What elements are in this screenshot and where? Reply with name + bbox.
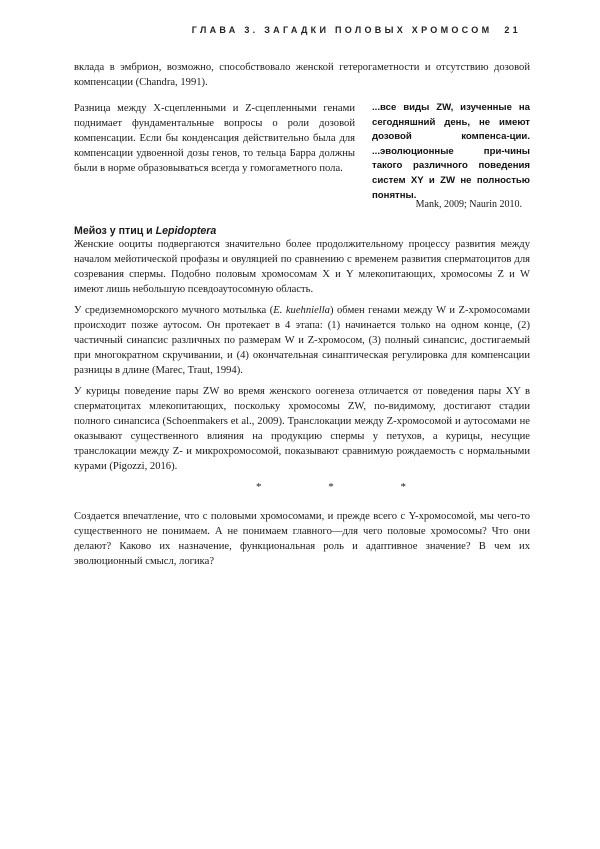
moth-paragraph-rest: ) обмен генами между W и Z-хромосомами происходит позже аутосом. Он протекает в 4 этапа: (1) начинается только на одном конце, (2) частичный синапсис различных по размерам W и Z-хромосом, (3) полный синапсис, достигаемый при многократном скручивании, и (4) окончательная синаптическая регулировка для компенсации разницы в длине (Marec, Traut, 1994). [74,305,530,376]
section-heading-taxon: Lepidoptera [155,225,217,237]
pull-quote-source: Mank, 2009; Naurin 2010. [415,199,522,210]
separator-star: * [400,481,406,493]
closing-paragraph: Создается впечатление, что с половыми хромосомами, и прежде всего с Y-хромосомой, мы чего-то существенного не понимаем. А не понимаем главного—для чего половые хромосомы? Что они делают? Каково их назначение, функциональная роль и адаптивное значение? В чем их эволюционный смысл, логика? [74,511,530,567]
section-heading-text: Мейоз у птиц и [74,225,156,237]
chicken-paragraph: У курицы поведение пары ZW во время женского оогенеза отличается от поведения пары XY в сперматоцитах млекопитающих, поскольку хромосомы ZW, по-видимому, достигают стадии полного синапсиса (Schoenmakers et al., 2009). Транслокации между Z-хромосомой и аутосомами не оказывают существенного влияния на продукцию спермы у петухов, а курицы, несущие транслокации между Z- и микрохромосомой, показывают сравнимую рождаемость с нормальными курами (Pigozzi, 2016). [74,386,530,472]
intro-paragraph: вклада в эмбрион, возможно, способствовало женской гетерогаметности и отсутствию дозовой компенсации (Chandra, 1991). [74,62,530,88]
dosage-compensation-paragraph: Разница между X-сцепленными и Z-сцепленными генами поднимает фундаментальные вопросы о роли дозовой компенсации. Если бы конденсация действительно была для компенсации удвоенной дозы генов, то тельца Барра должны были в норме образовываться всегда у гомогаметного пола. [74,103,355,174]
pull-quote: ...все виды ZW, изученные на сегодняшний день, не имеют дозовой компенса-ции. ...эволюционные при-чины такого различного поведения систем XY и ZW не полностью понятны. [372,102,530,201]
running-header [0,25,521,35]
separator-star: * [328,481,334,493]
section-heading [74,224,216,238]
separator-star: * [256,481,262,493]
section-separator [256,481,406,493]
moth-paragraph-start: У средиземноморского мучного мотылька ( [74,305,274,316]
species-name: E. kuehniella [273,305,330,316]
meiosis-paragraph: Женские ооциты подвергаются значительно более продолжительному процессу развития между началом мейотической профазы и овуляцией по сравнению с временем развития сперматоцитов для созревания спермы. Подобно половым хромосомам X и Y млекопитающих, хромосомы Z и W имеют лишь небольшую псевдоаутосомную область. [74,239,530,295]
chapter-title: ГЛАВА 3. ЗАГАДКИ ПОЛОВЫХ ХРОМОСОМ [191,25,493,35]
moth-paragraph [74,303,530,378]
page-number: 21 [504,25,521,35]
